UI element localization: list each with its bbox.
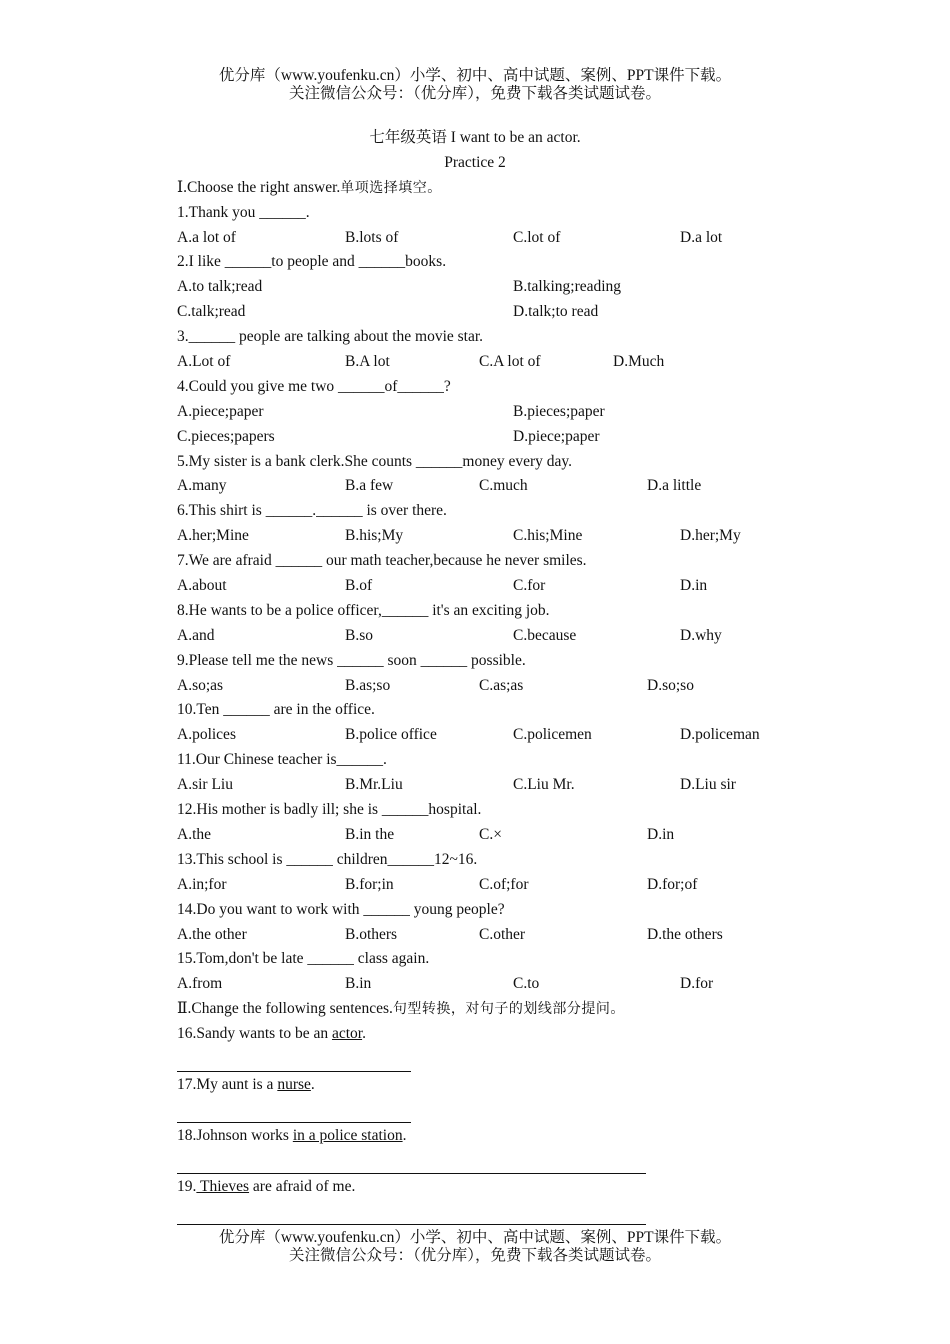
rewrite-prompt bbox=[177, 1175, 817, 1200]
worksheet bbox=[177, 126, 817, 1226]
answer-option[interactable]: D.Much bbox=[613, 353, 665, 371]
part1-heading-cn: 单项选择填空。 bbox=[340, 179, 442, 196]
answer-option[interactable]: D.for bbox=[680, 975, 714, 993]
answer-option[interactable]: C.× bbox=[479, 825, 502, 843]
answer-option[interactable]: B.in the bbox=[345, 825, 395, 843]
worksheet-subtitle: Practice 2 bbox=[444, 153, 506, 171]
part1-heading bbox=[177, 176, 817, 201]
answer-option[interactable]: B.of bbox=[345, 577, 373, 595]
answer-option[interactable]: A.and bbox=[177, 626, 215, 644]
answer-line[interactable] bbox=[177, 1200, 646, 1225]
options-row bbox=[177, 226, 817, 251]
question-text: 4.Could you give me two ______of______? bbox=[177, 377, 451, 395]
answer-option[interactable]: B.his;My bbox=[345, 527, 404, 545]
header-line-2: 关注微信公众号：（优分库），免费下载各类试题试卷。 bbox=[288, 85, 661, 102]
answer-option[interactable]: A.polices bbox=[177, 726, 236, 744]
options-row bbox=[177, 300, 817, 325]
options-row bbox=[177, 524, 817, 549]
question-text: 5.My sister is a bank clerk.She counts ______money every day. bbox=[177, 452, 573, 470]
question-text: 6.This shirt is ______.______ is over there. bbox=[177, 502, 447, 520]
question-text: 12.His mother is badly ill; she is ______hospital. bbox=[177, 801, 482, 819]
question-text: 9.Please tell me the news ______ soon ______ possible. bbox=[177, 651, 526, 669]
spacer bbox=[177, 1225, 817, 1226]
header-line-1: 优分库（www.youfenku.cn）小学、初中、高中试题、案例、PPT课件下载。 bbox=[218, 67, 732, 84]
answer-option[interactable]: D.her;My bbox=[680, 527, 741, 545]
answer-option[interactable]: A.the other bbox=[177, 925, 247, 943]
answer-option[interactable]: A.about bbox=[177, 577, 227, 595]
answer-option[interactable]: D.in bbox=[680, 577, 708, 595]
page-footer bbox=[0, 1229, 950, 1265]
answer-option[interactable]: B.as;so bbox=[345, 676, 391, 694]
answer-line[interactable] bbox=[177, 1149, 646, 1174]
prompt-text: 18.Johnson works bbox=[177, 1126, 293, 1144]
answer-option[interactable]: D.so;so bbox=[647, 676, 694, 694]
prompt-text: 19. bbox=[177, 1177, 197, 1195]
question-text: 15.Tom,don't be late ______ class again. bbox=[177, 950, 430, 968]
options-row bbox=[177, 923, 817, 948]
options-row bbox=[177, 972, 817, 997]
answer-option[interactable]: A.many bbox=[177, 477, 227, 495]
prompt-text: . bbox=[402, 1126, 407, 1144]
question-text: 3.______ people are talking about the movie star. bbox=[177, 328, 484, 346]
answer-option[interactable]: B.so bbox=[345, 626, 373, 644]
rewrite-prompt bbox=[177, 1022, 817, 1047]
options-row bbox=[177, 773, 817, 798]
answer-option[interactable]: C.because bbox=[513, 626, 577, 644]
question-text: 2.I like ______to people and ______books. bbox=[177, 253, 447, 271]
answer-option[interactable]: B.Mr.Liu bbox=[345, 776, 403, 794]
answer-option[interactable]: D.why bbox=[680, 626, 722, 644]
answer-option[interactable]: B.in bbox=[345, 975, 372, 993]
answer-line[interactable] bbox=[177, 1047, 411, 1072]
answer-option[interactable]: A.to talk;read bbox=[177, 278, 263, 296]
answer-option[interactable]: C.other bbox=[479, 925, 526, 943]
prompt-text: 17.My aunt is a bbox=[177, 1075, 278, 1093]
options-row bbox=[177, 350, 817, 375]
part2-heading-en: Ⅱ.Change the following sentences. bbox=[177, 1000, 393, 1018]
underlined-part: Thieves bbox=[196, 1177, 250, 1195]
answer-option[interactable]: C.to bbox=[513, 975, 540, 993]
answer-option[interactable]: B.a few bbox=[345, 477, 394, 495]
answer-option[interactable]: A.from bbox=[177, 975, 223, 993]
answer-option[interactable]: C.Liu Mr. bbox=[513, 776, 575, 794]
answer-option[interactable]: B.lots of bbox=[345, 228, 399, 246]
options-row bbox=[177, 275, 817, 300]
answer-option[interactable]: C.as;as bbox=[479, 676, 524, 694]
answer-option[interactable]: D.Liu sir bbox=[680, 776, 736, 794]
question-text: 8.He wants to be a police officer,______ it's an exciting job. bbox=[177, 601, 550, 619]
prompt-text: 16.Sandy wants to be an bbox=[177, 1025, 332, 1043]
answer-option[interactable]: A.piece;paper bbox=[177, 402, 264, 420]
part2-heading-cn: 句型转换，对句子的划线部分提问。 bbox=[392, 1001, 625, 1018]
rewrite-prompt bbox=[177, 1124, 817, 1149]
answer-option[interactable]: D.policeman bbox=[680, 726, 760, 744]
underlined-part: in a police station bbox=[292, 1126, 403, 1144]
options-row bbox=[177, 425, 817, 450]
options-row bbox=[177, 400, 817, 425]
answer-option[interactable]: D.talk;to read bbox=[513, 303, 599, 321]
question-text: 14.Do you want to work with ______ young people? bbox=[177, 900, 505, 918]
answer-option[interactable]: A.in;for bbox=[177, 875, 227, 893]
footer-line-2: 关注微信公众号：（优分库），免费下载各类试题试卷。 bbox=[288, 1247, 661, 1264]
options-row bbox=[177, 723, 817, 748]
answer-option[interactable]: B.others bbox=[345, 925, 398, 943]
answer-option[interactable]: D.piece;paper bbox=[513, 427, 600, 445]
options-row bbox=[177, 674, 817, 699]
answer-option[interactable]: A.a lot of bbox=[177, 228, 236, 246]
options-row bbox=[177, 574, 817, 599]
underlined-part: nurse bbox=[277, 1075, 311, 1093]
answer-option[interactable]: C.talk;read bbox=[177, 303, 246, 321]
answer-option[interactable]: A.sir Liu bbox=[177, 776, 233, 794]
prompt-text: . bbox=[362, 1025, 366, 1043]
part1-heading-en: Ⅰ.Choose the right answer. bbox=[177, 178, 341, 196]
answer-option[interactable]: C.A lot of bbox=[479, 353, 541, 371]
page-header bbox=[0, 67, 950, 103]
question-text: 10.Ten ______ are in the office. bbox=[177, 701, 375, 719]
answer-option[interactable]: A.the bbox=[177, 825, 212, 843]
answer-option[interactable]: D.a lot bbox=[680, 228, 723, 246]
answer-option[interactable]: C.policemen bbox=[513, 726, 592, 744]
answer-option[interactable]: C.lot of bbox=[513, 228, 561, 246]
question-text: 11.Our Chinese teacher is______. bbox=[177, 751, 387, 769]
answer-option[interactable]: C.his;Mine bbox=[513, 527, 583, 545]
answer-option[interactable]: B.talking;reading bbox=[513, 278, 622, 296]
answer-option[interactable]: B.pieces;paper bbox=[513, 402, 605, 420]
options-row bbox=[177, 823, 817, 848]
answer-option[interactable]: D.for;of bbox=[647, 875, 698, 893]
options-row bbox=[177, 624, 817, 649]
part2-heading bbox=[177, 997, 817, 1022]
question-text: 7.We are afraid ______ our math teacher,because he never smiles. bbox=[177, 552, 587, 570]
answer-option[interactable]: B.police office bbox=[345, 726, 437, 744]
prompt-text: are afraid of me. bbox=[249, 1177, 356, 1195]
question-text: 1.Thank you ______. bbox=[177, 203, 310, 221]
answer-option[interactable]: C.much bbox=[479, 477, 528, 495]
answer-option[interactable]: C.pieces;papers bbox=[177, 427, 275, 445]
answer-option[interactable]: D.the others bbox=[647, 925, 723, 943]
answer-option[interactable]: D.in bbox=[647, 825, 675, 843]
answer-option[interactable]: B.for;in bbox=[345, 875, 394, 893]
answer-option[interactable]: B.A lot bbox=[345, 353, 390, 371]
underlined-part: actor bbox=[331, 1025, 363, 1043]
prompt-text: . bbox=[310, 1075, 315, 1093]
answer-option[interactable]: A.so;as bbox=[177, 676, 224, 694]
question-list bbox=[177, 201, 817, 998]
answer-line[interactable] bbox=[177, 1098, 411, 1123]
answer-option[interactable]: A.her;Mine bbox=[177, 527, 249, 545]
answer-option[interactable]: C.of;for bbox=[479, 875, 529, 893]
rewrite-prompt bbox=[177, 1073, 817, 1098]
answer-option[interactable]: D.a little bbox=[647, 477, 702, 495]
options-row bbox=[177, 474, 817, 499]
footer-line-1: 优分库（www.youfenku.cn）小学、初中、高中试题、案例、PPT课件下载。 bbox=[218, 1229, 732, 1246]
options-row bbox=[177, 873, 817, 898]
rewrite-list bbox=[177, 1022, 817, 1226]
worksheet-title: 七年级英语 I want to be an actor. bbox=[369, 129, 581, 146]
answer-option[interactable]: C.for bbox=[513, 577, 546, 595]
answer-option[interactable]: A.Lot of bbox=[177, 353, 231, 371]
question-text: 13.This school is ______ children______12~16. bbox=[177, 850, 478, 868]
